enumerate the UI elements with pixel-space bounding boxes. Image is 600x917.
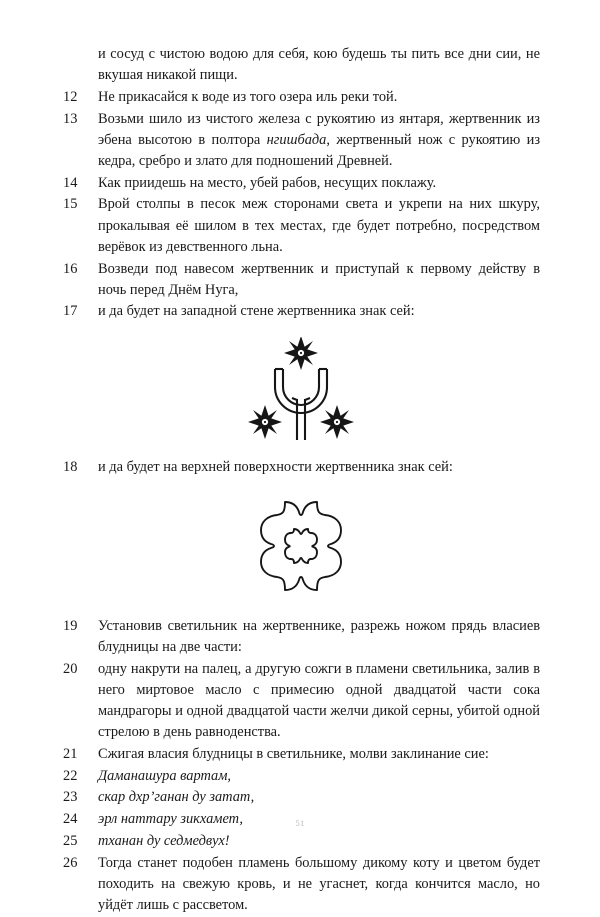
verse-text: одну накрути на палец, а другую сожги в пламени светильника, залив в него миртовое масло с примесию одной двадцатой части сока мандрагоры и одной двадцатой части желчи дикой серны, убитой одной стрелою в день равноденства.	[98, 660, 541, 741]
verse-number: 22	[63, 767, 78, 784]
verse-text: и сосуд с чистою водою для себя, кою будешь ты пить все дни сии, не вкушая никакой пищи.	[98, 46, 540, 84]
verse-number: 26	[63, 854, 78, 871]
verse-text: Врой столпы в песок меж сторонами света и укрепи на них шкуру, прокалывая её шилом в тех местах, где будет потребно, посредством верёвок из девственного льна.	[98, 196, 540, 255]
verse-row-25	[62, 831, 540, 852]
verse-row-16	[62, 259, 540, 301]
verse-number: 15	[63, 196, 78, 213]
inner-cross-outline	[285, 529, 317, 563]
chalice-with-three-stars-icon	[245, 337, 357, 441]
star-top-icon	[284, 337, 318, 370]
verse-row-15	[62, 194, 540, 258]
verse-number: 17	[63, 303, 78, 320]
verse-number: 14	[63, 174, 78, 191]
verse-text: Установив светильник на жертвеннике, разрежь ножом прядь власиев блудницы на две части:	[98, 617, 540, 656]
verse-text: и да будет на верхней поверхности жертвенника знак сей:	[98, 458, 453, 475]
verse-number: 24	[63, 811, 78, 828]
star-left-icon	[248, 405, 282, 439]
verse-number: 20	[63, 660, 78, 677]
verse-row-20	[62, 659, 540, 744]
verse-text: Как приидешь на место, убей рабов, несущих поклажу.	[98, 174, 437, 191]
verse-row-26	[62, 853, 540, 917]
verse-row-14	[62, 173, 540, 194]
verse-text: эрл наттару зикхамет,	[98, 811, 244, 828]
verse-number: 16	[63, 260, 78, 277]
verse-text	[98, 109, 540, 173]
verse-row-22	[62, 766, 540, 787]
verse-text: Не прикасайся к воде из того озера иль реки той.	[98, 88, 398, 105]
verse-row-19	[62, 616, 540, 658]
verse-number: 12	[63, 88, 78, 105]
verse-row-continuation	[62, 44, 540, 86]
symbol-quatrefoil-cross	[62, 498, 540, 594]
verse-number: 25	[63, 832, 78, 849]
chalice-icon	[275, 369, 327, 440]
verse-text: Возведи под навесом жертвенник и приступай к первому действу в ночь перед Днём Нуга,	[98, 260, 540, 298]
chalice-stem-joint	[292, 398, 310, 400]
verse-number: 21	[63, 746, 78, 763]
verse-row-17	[62, 301, 540, 322]
verse-row-13	[62, 109, 540, 173]
verse-number: 13	[63, 110, 78, 127]
verse-italic-term: нгишбада	[266, 131, 327, 148]
verse-row-18	[62, 457, 540, 478]
symbol-chalice-stars	[62, 337, 540, 441]
verse-number: 19	[63, 617, 78, 634]
quatrefoil-cross-icon	[249, 498, 353, 594]
verse-text: Даманашура вартам,	[98, 767, 232, 784]
verse-row-23	[62, 787, 540, 808]
verse-text: Сжигая власия блудницы в светильнике, молви заклинание сие:	[98, 746, 489, 763]
verse-text-part-after: , жертвенный нож с рукоятию из кедра, сребро и злато для подношений Древней.	[98, 131, 541, 170]
verse-text: Тогда станет подобен пламень большому дикому коту и цветом будет походить на свежую кровь, и не угаснет, когда кончится масло, но уйдёт лишь с рассветом.	[98, 854, 540, 913]
page-number: 51	[295, 818, 305, 828]
verse-text: скар дхр’ганан ду затат,	[98, 789, 255, 806]
verse-row-21	[62, 744, 540, 765]
verse-text-part-before: Возьми шило из чистого железа с рукоятию из янтаря, жертвенник из эбена высотою в полтора	[98, 110, 540, 148]
verse-row-12	[62, 87, 540, 108]
verse-text: и да будет на западной стене жертвенника знак сей:	[98, 303, 415, 320]
star-right-icon	[320, 405, 354, 439]
verse-number: 23	[63, 789, 78, 806]
verse-number: 18	[63, 458, 78, 475]
verse-text: тханан ду седмедвух!	[98, 832, 230, 849]
text-column	[62, 44, 540, 917]
